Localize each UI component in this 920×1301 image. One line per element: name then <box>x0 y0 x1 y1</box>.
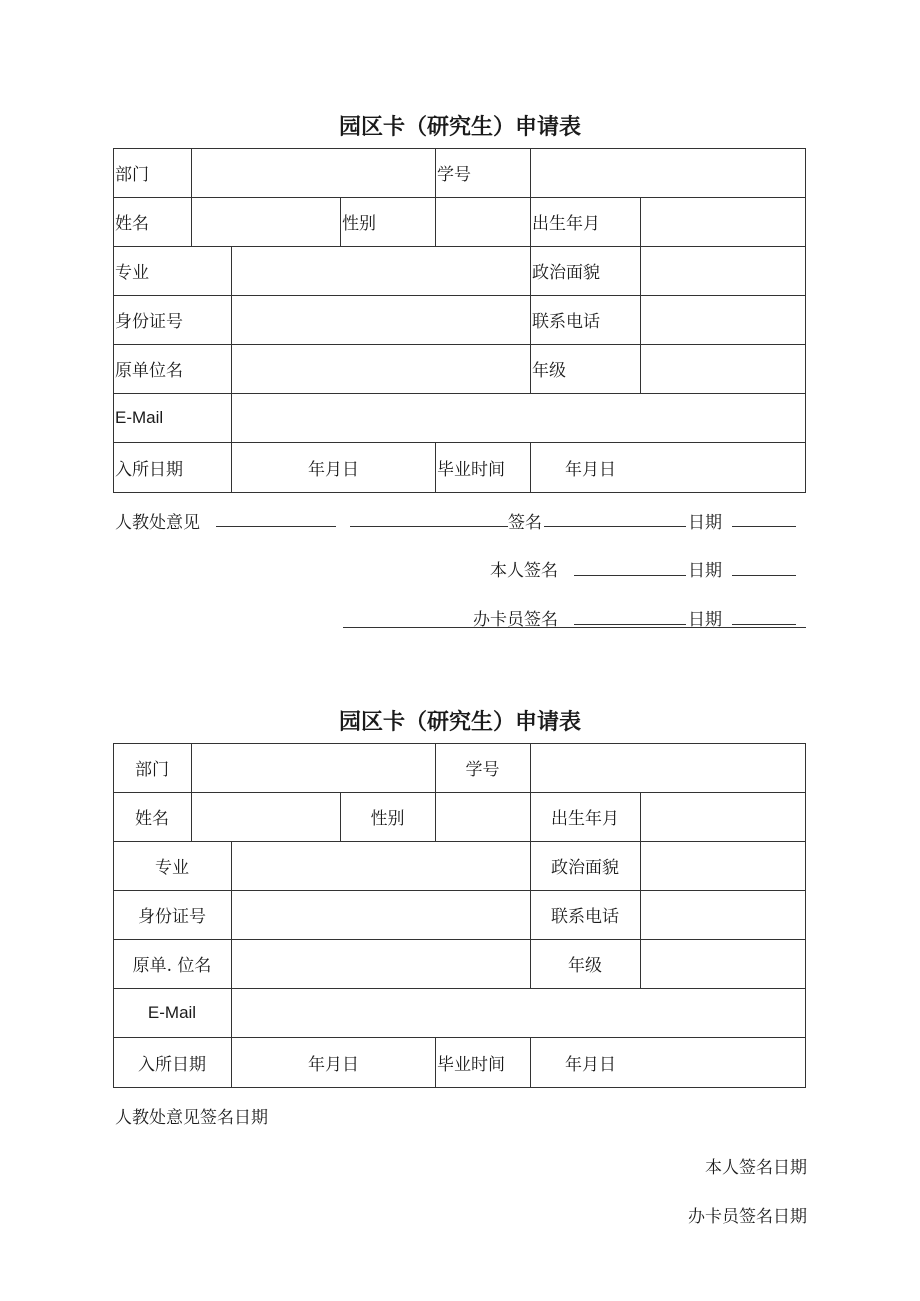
form2-prev-unit-field[interactable] <box>232 939 530 988</box>
form2-prev-unit-label: 原单. 位名 <box>132 956 212 976</box>
form1-self-date-label: 日期 <box>688 561 722 581</box>
form1-hr-opinion-label: 人教处意见 <box>115 513 200 533</box>
form1-major-field[interactable] <box>232 246 530 295</box>
form1-enroll-date-label: 入所日期 <box>115 459 183 480</box>
form1-title: 园区卡（研究生）申请表 <box>338 115 581 140</box>
form2-title: 园区卡（研究生）申请表 <box>338 710 581 735</box>
form2-student-id-field[interactable] <box>531 743 805 792</box>
form1-phone-field[interactable] <box>641 295 805 344</box>
form1-department-field[interactable] <box>192 148 435 197</box>
form2-enroll-date-label: 入所日期 <box>138 1054 206 1075</box>
form1-department-label: 部门 <box>115 165 149 185</box>
form1-self-date-line[interactable] <box>732 575 796 576</box>
form2-student-id-label: 学号 <box>465 760 500 780</box>
form1-self-sign-label: 本人签名 <box>490 561 558 581</box>
form1-staff-sign-label: 办卡员签名 <box>473 610 558 630</box>
form2-enroll-date-field[interactable]: 年月日 <box>308 1054 359 1075</box>
form1-birth-label: 出生年月 <box>532 214 600 234</box>
form1-bottom-rule <box>343 627 806 628</box>
form1-grad-time-field[interactable]: 年月日 <box>565 459 616 480</box>
form2-grade-label: 年级 <box>568 956 602 976</box>
form2-birth-label: 出生年月 <box>551 809 619 829</box>
form1-staff-sign-line[interactable] <box>574 624 686 625</box>
form1-prev-unit-field[interactable] <box>232 344 530 393</box>
form1-name-label: 姓名 <box>115 214 149 234</box>
form2-major-field[interactable] <box>232 841 530 890</box>
form1-id-number-label: 身份证号 <box>115 312 183 332</box>
form2-phone-field[interactable] <box>641 890 805 939</box>
form1-staff-date-label: 日期 <box>688 610 722 630</box>
form2-political-label: 政治面貌 <box>551 858 619 878</box>
form1-grade-field[interactable] <box>641 344 805 393</box>
form2-gender-label: 性别 <box>370 809 405 829</box>
form1-hr-opinion-line-2[interactable] <box>350 526 508 527</box>
form2-grade-field[interactable] <box>641 939 805 988</box>
form2-major-label: 专业 <box>155 858 189 878</box>
form2-email-field[interactable] <box>232 988 805 1037</box>
form2-name-label: 姓名 <box>135 809 169 829</box>
form2-grad-time-field[interactable]: 年月日 <box>565 1054 616 1075</box>
form1-hr-sign-line[interactable] <box>544 526 686 527</box>
form2-email-label: E-Mail <box>147 1002 197 1022</box>
form2-gender-field[interactable] <box>436 792 530 841</box>
form1-gender-field[interactable] <box>436 197 530 246</box>
form2-department-field[interactable] <box>192 743 435 792</box>
form1-email-label: E-Mail <box>115 407 164 427</box>
form2-id-number-field[interactable] <box>232 890 530 939</box>
form1-email-field[interactable] <box>232 393 805 442</box>
form2-birth-field[interactable] <box>641 792 805 841</box>
form2-hr-line: 人教处意见签名日期 <box>115 1108 268 1128</box>
form1-table <box>113 148 806 493</box>
form2-self-line: 本人签名日期 <box>705 1158 807 1178</box>
form1-enroll-date-field[interactable]: 年月日 <box>308 459 359 480</box>
form1-political-label: 政治面貌 <box>532 263 600 283</box>
form2-political-field[interactable] <box>641 841 805 890</box>
form2-table <box>113 743 806 1088</box>
form1-hr-opinion-line[interactable] <box>216 526 336 527</box>
form1-self-sign-line[interactable] <box>574 575 686 576</box>
form1-staff-date-line[interactable] <box>732 624 796 625</box>
form1-hr-date-label: 日期 <box>688 513 722 533</box>
form2-staff-line: 办卡员签名日期 <box>688 1207 807 1227</box>
form1-prev-unit-label: 原单位名 <box>115 361 183 381</box>
form2-id-number-label: 身份证号 <box>138 907 206 927</box>
form1-name-field[interactable] <box>192 197 340 246</box>
form1-political-field[interactable] <box>641 246 805 295</box>
form2-phone-label: 联系电话 <box>551 907 619 927</box>
form1-grad-time-label: 毕业时间 <box>437 459 505 480</box>
form1-gender-label: 性别 <box>342 214 376 234</box>
form1-phone-label: 联系电话 <box>532 312 600 332</box>
form2-name-field[interactable] <box>192 792 340 841</box>
form1-major-label: 专业 <box>115 263 149 283</box>
form2-grad-time-label: 毕业时间 <box>437 1054 505 1075</box>
form1-id-number-field[interactable] <box>232 295 530 344</box>
form1-student-id-field[interactable] <box>531 148 805 197</box>
form1-student-id-label: 学号 <box>437 165 471 185</box>
form1-hr-sign-label: 签名 <box>508 513 542 533</box>
form1-birth-field[interactable] <box>641 197 805 246</box>
form1-grade-label: 年级 <box>532 361 566 381</box>
form1-hr-date-line[interactable] <box>732 526 796 527</box>
form2-department-label: 部门 <box>135 760 169 780</box>
